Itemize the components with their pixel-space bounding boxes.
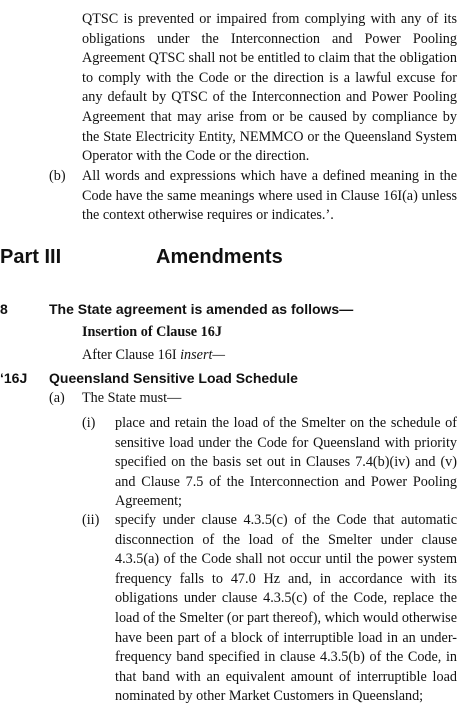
insertion-instruction [82,346,225,366]
clause-16j-number: ‘16J [0,370,28,386]
clause-16j-title: Queensland Sensitive Load Schedule [49,370,298,386]
subclause-ii-text: specify under clause 4.3.5(c) of the Code that automatic disconnection of the load of the Smelter under clause 4.3.5(a) of the Code shall not occur until the power system frequency falls to 47.0 Hz and, in accordance with its obligations under clause 4.3.5(c) of the Code, replace the load of the Smelter (or part thereof), which would otherwise have been part of a block of interruptible load in an under-frequency band specified in clause 4.3.5(b) of the Code, in that band with an equivalent amount of interruptible load nominated by other Market Customers in Queensland; [115,512,457,705]
subclause-ii-label: (ii) [82,512,100,528]
clause-a-text: The State must— [82,390,182,406]
part-title: Amendments [156,246,283,268]
subclause-i-text: place and retain the load of the Smelter on the schedule of sensitive load under the Code for Queensland with priority specified on the basis set out in Clauses 7.4(b)(iv) and (v) and Clause 7.5 of the Interconnection and Power Pooling Agreement; [115,415,457,510]
continuation-paragraph: QTSC is prevented or impaired from complying with any of its obligations under the Interconnection and Power Pooling Agreement QTSC shall not be entitled to claim that the obligation to comply with the Code or the direction is a lawful excuse for any default by QTSC of the Interconnection and Power Pooling Agreement that may arise from or be caused by compliance by the State Electricity Entity, NEMMCO or the Queensland System Operator with the Code or the direction. [82,11,457,165]
subclause-i-label: (i) [82,415,96,431]
clause-b-label: (b) [49,168,66,184]
insertion-heading: Insertion of Clause 16J [82,324,222,340]
section-number: 8 [0,301,8,317]
part-label: Part III [0,246,62,268]
clause-b-text: All words and expressions which have a defined meaning in the Code have the same meanings where used in Clause 16I(a) unless the context otherwise requires or indicates.’. [82,168,457,224]
instruction-italic: insert— [180,347,226,363]
section-heading: The State agreement is amended as follows— [49,301,354,317]
instruction-prefix: After Clause 16I [82,347,181,363]
clause-a-label: (a) [49,390,65,406]
